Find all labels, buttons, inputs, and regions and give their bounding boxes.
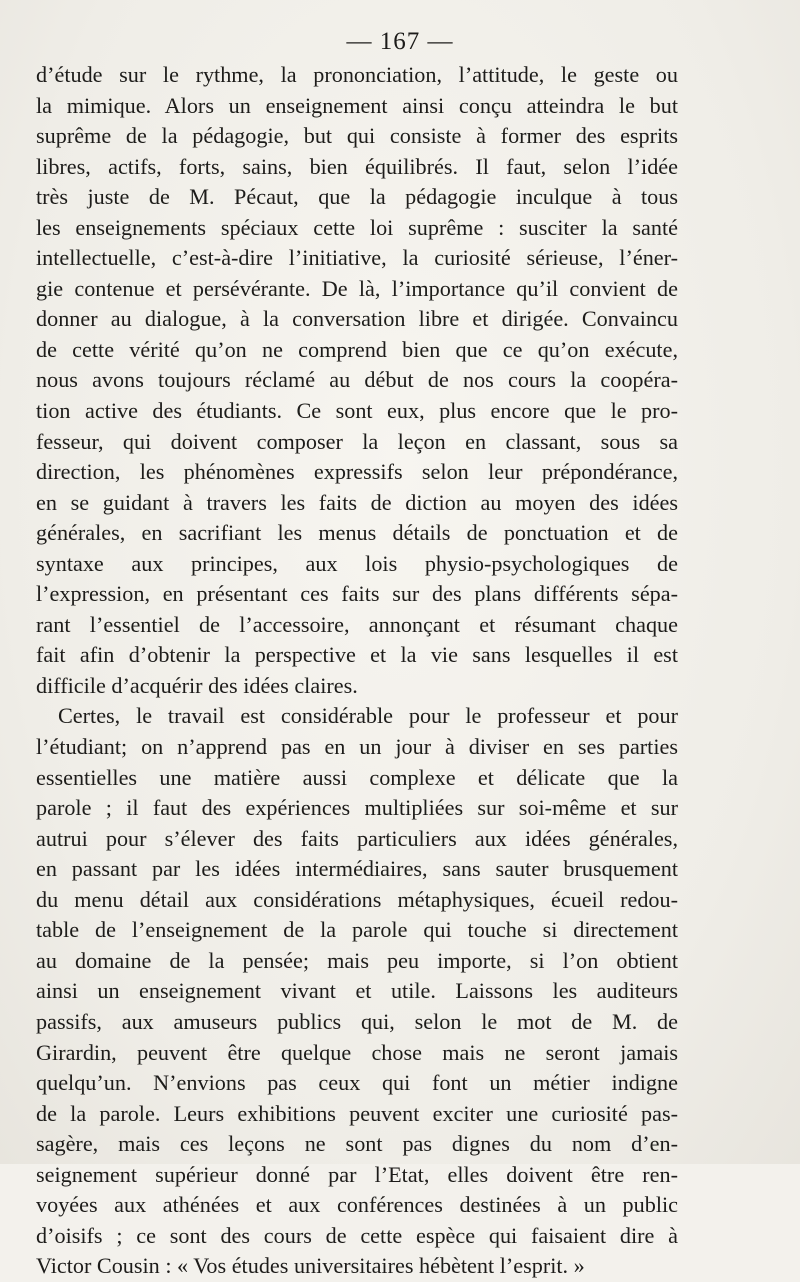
text-line: fait afin d’obtenir la perspective et la vie sans lesquelles il est — [36, 642, 678, 668]
paragraph-1 — [36, 60, 678, 701]
text-line: du menu détail aux considérations métaphysiques, écueil redou- — [36, 886, 678, 912]
text-line: très juste de M. Pécaut, que la pédagogie inculque à tous — [36, 184, 678, 210]
text-line: générales, en sacrifiant les menus détails de ponctuation et de — [36, 520, 678, 546]
text-line: suprême de la pédagogie, but qui consiste à former des esprits — [36, 123, 678, 149]
text-line: la mimique. Alors un enseignement ainsi conçu atteindra le but — [36, 92, 678, 118]
text-line: autrui pour s’élever des faits particuliers aux idées générales, — [36, 825, 678, 851]
text-line: syntaxe aux principes, aux lois physio-psychologiques de — [36, 550, 678, 576]
paragraph-2 — [36, 701, 678, 1281]
text-line: essentielles une matière aussi complexe et délicate que la — [36, 764, 678, 790]
text-line: parole ; il faut des expériences multipliées sur soi-même et sur — [36, 795, 678, 821]
text-line: intellectuelle, c’est-à-dire l’initiative, la curiosité sérieuse, l’éner- — [36, 245, 678, 271]
text-line: fesseur, qui doivent composer la leçon en classant, sous sa — [36, 428, 678, 454]
text-line: donner au dialogue, à la conversation libre et dirigée. Convaincu — [36, 306, 678, 332]
body-text — [36, 60, 678, 1282]
text-line: tion active des étudiants. Ce sont eux, plus encore que le pro- — [36, 398, 678, 424]
text-line: en se guidant à travers les faits de diction au moyen des idées — [36, 489, 678, 515]
text-line: en passant par les idées intermédiaires, sans sauter brusquement — [36, 856, 678, 882]
text-line: les enseignements spéciaux cette loi suprême : susciter la santé — [36, 214, 678, 240]
text-line: d’étude sur le rythme, la prononciation, l’attitude, le geste ou — [36, 62, 678, 87]
text-line: table de l’enseignement de la parole qui touche si directement — [36, 917, 678, 943]
text-line: rant l’essentiel de l’accessoire, annonçant et résumant chaque — [36, 611, 678, 637]
text-line: l’expression, en présentant ces faits sur des plans différents sépa- — [36, 581, 678, 607]
text-line: passifs, aux amuseurs publics qui, selon le mot de M. de — [36, 1008, 678, 1034]
text-line: quelqu’un. N’envions pas ceux qui font un métier indigne — [36, 1070, 678, 1096]
text-line: seignement supérieur donné par l’Etat, elles doivent être ren- — [36, 1161, 678, 1187]
text-line: au domaine de la pensée; mais peu importe, si l’on obtient — [36, 947, 678, 973]
text-line: de la parole. Leurs exhibitions peuvent exciter une curiosité pas- — [36, 1100, 678, 1126]
text-line: Certes, le travail est considérable pour le professeur et pour — [58, 703, 678, 729]
text-line: de cette vérité qu’on ne comprend bien que ce qu’on exécute, — [36, 336, 678, 362]
text-line: direction, les phénomènes expressifs selon leur prépondérance, — [36, 459, 678, 485]
text-line: voyées aux athénées et aux conférences destinées à un public — [36, 1192, 678, 1218]
text-line: difficile d’acquérir des idées claires. — [36, 672, 358, 698]
text-line: Girardin, peuvent être quelque chose mais ne seront jamais — [36, 1039, 678, 1065]
text-line: sagère, mais ces leçons ne sont pas dignes du nom d’en- — [36, 1131, 678, 1157]
text-line: ainsi un enseignement vivant et utile. Laissons les auditeurs — [36, 978, 678, 1004]
text-line: gie contenue et persévérante. De là, l’importance qu’il convient de — [36, 275, 678, 301]
text-line: Victor Cousin : « Vos études universitaires hébètent l’esprit. » — [36, 1253, 585, 1279]
text-line: libres, actifs, forts, sains, bien équilibrés. Il faut, selon l’idée — [36, 153, 678, 179]
text-line: l’étudiant; on n’apprend pas en un jour à diviser en ses parties — [36, 734, 678, 760]
text-line: d’oisifs ; ce sont des cours de cette espèce qui faisaient dire à — [36, 1222, 678, 1248]
text-line: nous avons toujours réclamé au début de nos cours la coopéra- — [36, 367, 678, 393]
page-number: — 167 — — [346, 28, 454, 55]
